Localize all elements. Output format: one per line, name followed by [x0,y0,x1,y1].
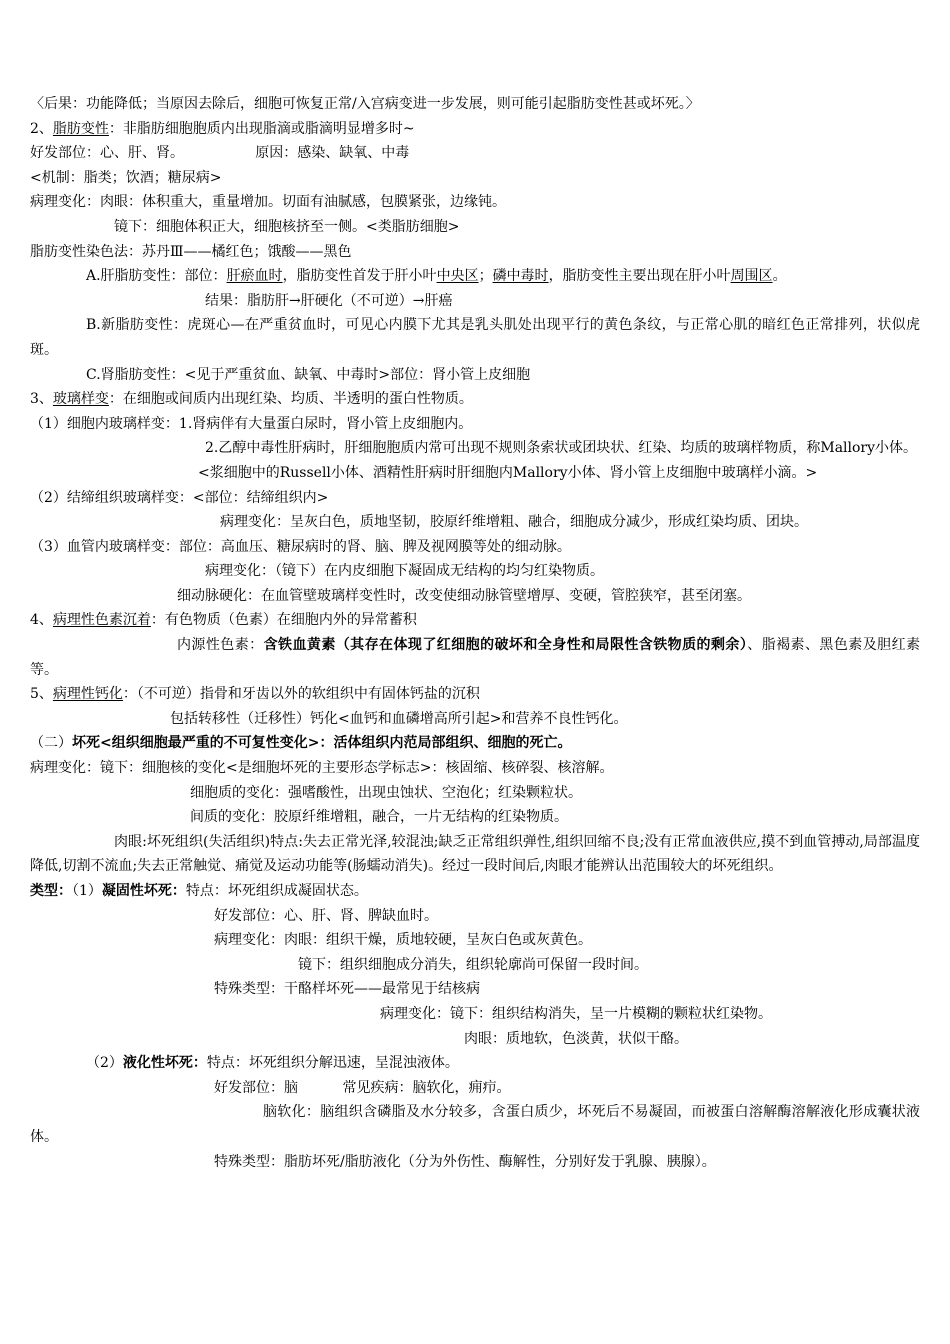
text-paragraph [30,436,920,461]
section-heading [30,1051,920,1076]
text-span: （2）结缔组织玻璃样变：<部位：结缔组织内> [30,489,329,506]
text-line [30,412,920,437]
text-line [30,953,920,978]
text-span: 病理变化：（镜下）在内皮细胞下凝固成无结构的均匀红染物质。 [205,563,604,580]
text-span: 包括转移性（迁移性）钙化<血钙和血磷增高所引起>和营养不良性钙化。 [170,710,628,727]
text-span: 病理变化：肉眼：体积重大，重量增加。切面有油腻感，包膜紧张，边缘钝。 [30,194,506,211]
text-span: ：有色物质（色素）在细胞内外的异常蓄积 [150,612,417,629]
text-line [30,1076,920,1101]
text-line [30,559,920,584]
text-span: 病理变化：镜下：细胞核的变化<是细胞坏死的主要形态学标志>：核固缩、核碎裂、核溶解。 [30,760,614,777]
text-line [30,215,920,240]
text-span: 好发部位：脑 常见疾病：脑软化，痈疖。 [214,1079,511,1096]
text-line [30,486,920,511]
section-heading [30,117,920,142]
text-line [30,756,920,781]
text-line [30,535,920,560]
text-span: 间质的变化：胶原纤维增粗，融合，一片无结构的红染物质。 [190,809,568,826]
text-paragraph [30,313,920,362]
text-span: 镜下：组织细胞成分消失，组织轮廓尚可保留一段时间。 [298,956,648,973]
text-span: <机制：脂类；饮酒；糖尿病> [30,169,222,186]
text-line [30,805,920,830]
text-span: （二） [30,735,72,752]
text-span: 病理变化：呈灰白色，质地坚韧，胶原纤维增粗、融合，细胞成分减少，形成红染均质、团块。 [220,514,808,531]
term-underlined: 脂肪变性 [52,120,109,137]
text-span: C.肾脂肪变性：<见于严重贫血、缺氧、中毒时>部位：肾小管上皮细胞 [86,366,531,383]
text-span: 。 [772,268,787,285]
text-span: 特点：坏死组织分解迅速，呈混浊液体。 [206,1055,459,1072]
text-span: 好发部位：心、肝、肾。 原因：感染、缺氧、中毒 [30,145,410,162]
text-span: A.肝脂肪变性：部位： [86,268,227,285]
text-line [30,904,920,929]
text-span: 3、 [30,391,53,408]
text-span: ：（不可逆）指骨和牙齿以外的软组织中有固体钙盐的沉积 [122,686,480,703]
text-paragraph [30,633,920,682]
text-span: 镜下：细胞体积正大，细胞核挤至一侧。<类脂肪细胞> [114,218,460,235]
text-paragraph [30,830,920,879]
term-underlined: 周围区 [730,268,773,285]
text-span: （2） [86,1055,123,1072]
text-span: 脑软化：脑组织含磷脂及水分较多，含蛋白质少，坏死后不易凝固，而被蛋白溶解酶溶解液化形成囊状液体。 [30,1104,920,1145]
term-bold: 液化性坏死： [122,1055,207,1072]
text-span: 病理变化：镜下：组织结构消失，呈一片模糊的颗粒状红染物。 [380,1005,772,1022]
term-underlined: 病理性钙化 [52,686,123,703]
text-span: 细动脉硬化：在血管壁玻璃样变性时，改变使细动脉管壁增厚、变硬，管腔狭窄，甚至闭塞。 [177,587,751,604]
term-bold: 坏死<组织细胞最严重的不可复性变化>：活体组织内范局部组织、细胞的死亡。 [72,735,572,752]
term-bold: 类型： [30,883,72,899]
text-span: （3）血管内玻璃样变：部位：高血压、糖尿病时的肾、脑、脾及视网膜等处的细动脉。 [30,538,571,555]
document-page [30,92,920,1174]
text-line [30,240,920,265]
text-span: 结果：脂肪肝→肝硬化（不可逆）→肝癌 [205,292,453,309]
text-span: 特点：坏死组织成凝固状态。 [185,883,368,899]
text-span: 脂肪变性染色法：苏丹Ⅲ——橘红色；饿酸——黑色 [30,243,352,260]
text-line [30,584,920,609]
text-span: B.新脂肪变性：虎斑心—在严重贫血时，可见心内膜下尤其是乳头肌处出现平行的黄色条纹，与正常心肌的暗红色正常排列，状似虎斑。 [30,317,920,358]
text-line [30,461,920,486]
text-span: 2、 [30,120,53,137]
text-span: ：非脂肪细胞胞质内出现脂滴或脂滴明显增多时~ [108,120,415,137]
text-span: 4、 [30,612,53,629]
text-span: 好发部位：心、肝、肾、脾缺血时。 [214,907,438,924]
text-span: 肉眼：质地软，色淡黄，状似干酪。 [464,1030,688,1047]
term-underlined: 病理性色素沉着 [52,612,151,629]
text-span: 特殊类型：脂肪坏死/脂肪液化（分为外伤性、酶解性，分别好发于乳腺、胰腺）。 [214,1153,716,1170]
term-underlined: 玻璃样变 [52,391,109,408]
text-line [30,289,920,314]
text-span: ：在细胞或间质内出现红染、均质、半透明的蛋白性物质。 [108,391,473,408]
section-heading [30,387,920,412]
text-span: 特殊类型：干酪样坏死——最常见于结核病 [214,981,480,998]
text-line [30,190,920,215]
term-underlined: 中央区 [436,268,479,285]
section-heading [30,879,920,904]
section-heading [30,731,920,756]
text-line [30,363,920,388]
text-span: <浆细胞中的Russell小体、酒精性肝病时肝细胞内Mallory小体、肾小管上皮细胞中玻璃样小滴。> [198,464,818,481]
text-line [30,707,920,732]
text-span: （1）细胞内玻璃样变：1.肾病伴有大量蛋白尿时，肾小管上皮细胞内。 [30,415,473,432]
text-span: 2.乙醇中毒性肝病时，肝细胞胞质内常可出现不规则条索状或团块状、红染、均质的玻璃样物质，称Mallory小体。 [205,440,918,457]
text-span: 内源性色素： [177,637,264,654]
text-paragraph [30,1100,920,1149]
term-bold: 凝固性坏死： [101,883,186,899]
text-span: 细胞质的变化：强嗜酸性，出现虫蚀状、空泡化；红染颗粒状。 [190,784,582,801]
text-span: 病理变化：肉眼：组织干燥，质地较硬，呈灰白色或灰黄色。 [214,932,592,949]
text-line [30,92,920,117]
term-underlined: 磷中毒时 [492,268,549,285]
text-span: （1） [72,883,102,899]
text-line [30,1150,920,1175]
text-span: ，脂肪变性主要出现在肝小叶 [548,268,731,285]
term-bold: 含铁血黄素（其存在体现了红细胞的破坏和全身性和局限性含铁物质的剩余） [263,637,748,654]
section-heading [30,682,920,707]
text-line [30,928,920,953]
text-line [30,781,920,806]
text-span: 肉眼:坏死组织(失活组织)特点:失去正常光泽,较混浊;缺乏正常组织弹性,组织回缩不良;没有正常血液供应,摸不到血管搏动,局部温度降低,切割不流血;失去正常触觉、痛觉及运动功能等(肠蠕动消失)。经过一段时间后,肉眼才能辨认出范围较大的坏死组织。 [30,833,920,875]
text-span: 、脂褐素、黑色素及胆红素等。 [30,637,921,678]
text-line [30,1027,920,1052]
term-underlined: 肝瘀血时 [226,268,283,285]
section-heading [30,608,920,633]
text-span: 〈后果：功能降低；当原因去除后，细胞可恢复正常/入宫病变进一步发展，则可能引起脂肪变性甚或坏死。〉 [30,96,700,112]
text-line [30,166,920,191]
text-line [30,1002,920,1027]
text-line [30,977,920,1002]
text-line [30,510,920,535]
text-line [30,264,920,289]
text-span: 5、 [30,686,53,703]
text-span: ，脂肪变性首发于肝小叶 [282,268,437,285]
text-line [30,141,920,166]
text-span: ； [478,268,493,285]
